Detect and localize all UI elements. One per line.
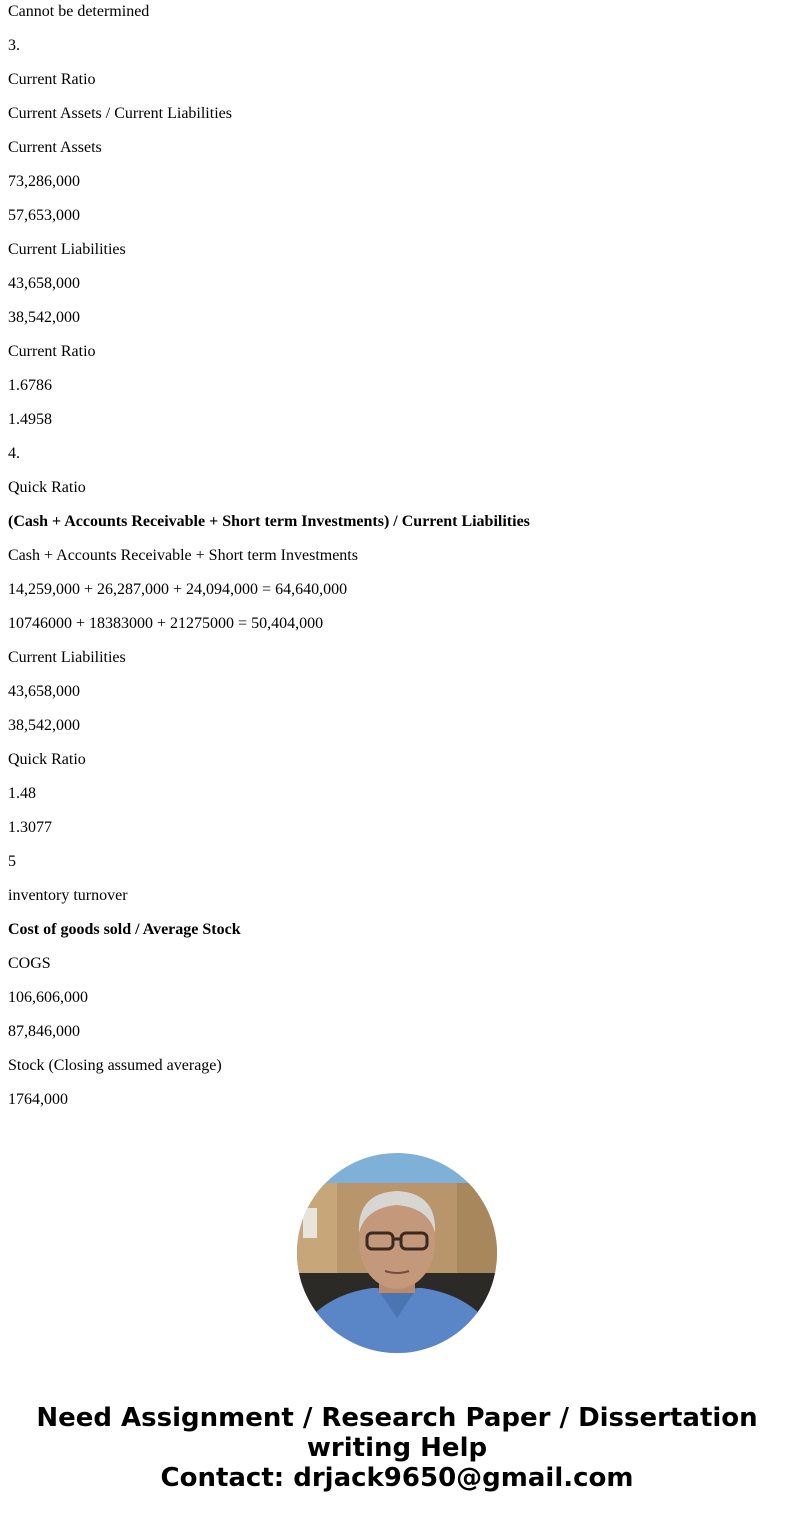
text-line: inventory turnover	[8, 887, 128, 904]
text-line: Stock (Closing assumed average)	[8, 1057, 222, 1074]
text-line: 14,259,000 + 26,287,000 + 24,094,000 = 64,640,000	[8, 581, 348, 598]
text-line: Quick Ratio	[8, 751, 86, 768]
text-line: 1.3077	[8, 819, 52, 836]
text-line: 38,542,000	[8, 309, 80, 326]
author-photo	[297, 1153, 497, 1353]
text-line: Current Assets	[8, 139, 102, 156]
author-portrait	[297, 1153, 497, 1353]
text-line: 10746000 + 18383000 + 21275000 = 50,404,000	[8, 615, 324, 632]
text-line: 87,846,000	[8, 1023, 80, 1040]
text-line: Current Liabilities	[8, 649, 126, 666]
text-line: Current Ratio	[8, 343, 96, 360]
text-line: 73,286,000	[8, 173, 80, 190]
promo-contact: Contact: drjack9650@gmail.com	[160, 1463, 634, 1493]
text-line: 38,542,000	[8, 717, 80, 734]
formula-line: (Cash + Accounts Receivable + Short term Investments) / Current Liabilities	[8, 513, 530, 530]
text-line: 43,658,000	[8, 275, 80, 292]
text-line: Current Liabilities	[8, 241, 126, 258]
text-line: Cannot be determined	[8, 3, 150, 20]
text-line: 1.6786	[8, 377, 52, 394]
text-line: 43,658,000	[8, 683, 80, 700]
text-line: COGS	[8, 955, 51, 972]
text-line: Cash + Accounts Receivable + Short term Investments	[8, 547, 358, 564]
text-lines	[8, 3, 788, 1109]
promo-banner	[0, 1403, 794, 1493]
text-line: 3.	[8, 37, 20, 54]
text-line: 1764,000	[8, 1091, 68, 1108]
text-line: 106,606,000	[8, 989, 88, 1006]
text-line: 1.4958	[8, 411, 52, 428]
promo-line-1: Need Assignment / Research Paper / Dissertation	[36, 1403, 758, 1433]
promo-line-2: writing Help	[306, 1433, 488, 1463]
text-line: Quick Ratio	[8, 479, 86, 496]
formula-line: Cost of goods sold / Average Stock	[8, 921, 241, 938]
text-line: 5	[8, 853, 16, 870]
text-line: 4.	[8, 445, 20, 462]
text-line: 1.48	[8, 785, 36, 802]
text-line: Current Assets / Current Liabilities	[8, 105, 232, 122]
text-line: Current Ratio	[8, 71, 96, 88]
document-body	[8, 3, 788, 1125]
text-line: 57,653,000	[8, 207, 80, 224]
